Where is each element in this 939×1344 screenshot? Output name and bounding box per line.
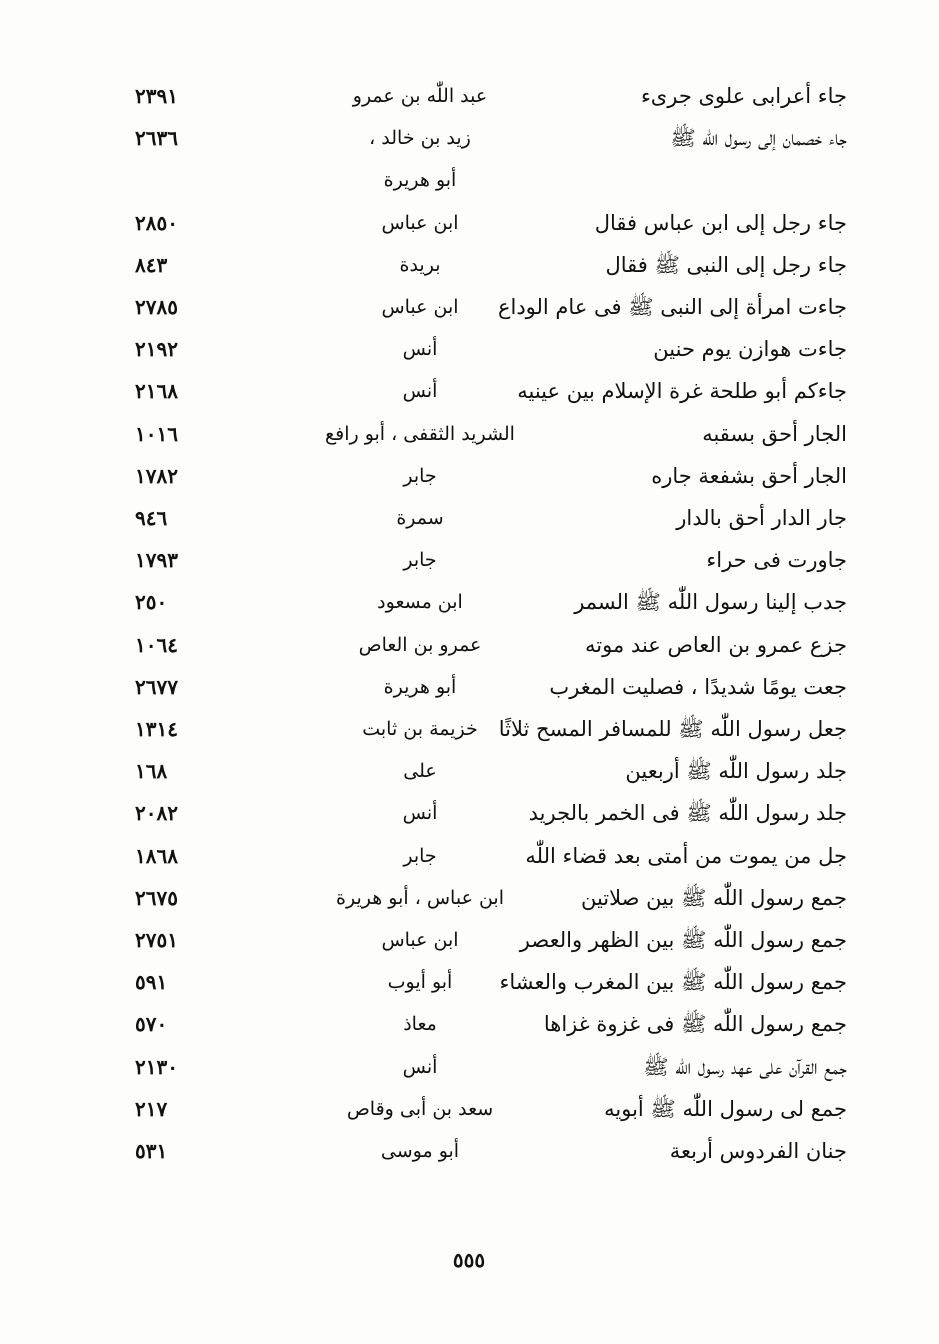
hadith-number: ١٧٩٣ — [135, 548, 178, 572]
hadith-title: جاورت فى حراء — [706, 548, 847, 572]
narrator-name: جابر — [403, 845, 437, 867]
index-row — [0, 751, 939, 791]
hadith-number: ١٠٦٤ — [135, 633, 178, 657]
narrator-name: أنس — [402, 338, 438, 360]
narrator-name: أبو أيوب — [387, 971, 453, 993]
index-row — [0, 76, 939, 116]
index-row — [0, 836, 939, 876]
narrator-name: ابن عباس — [381, 929, 459, 951]
hadith-number: ١٧٨٢ — [135, 464, 178, 488]
hadith-title: جاءت هوازن يوم حنين — [653, 337, 847, 361]
narrator-name: الشريد الثقفى ، أبو رافع — [325, 423, 515, 445]
hadith-title: جاء رجل إلى ابن عباس فقال — [594, 211, 847, 235]
narrator-name: خزيمة بن ثابت — [362, 718, 478, 740]
index-row — [0, 709, 939, 749]
index-row — [0, 540, 939, 580]
index-row — [0, 414, 939, 454]
hadith-title: جل من يموت من أمتى بعد قضاء اللّٰه — [525, 844, 847, 868]
hadith-title: جاءت امرأة إلى النبى ﷺ فى عام الوداع — [497, 295, 847, 319]
index-row — [0, 1089, 939, 1129]
hadith-number: ٥٩١ — [135, 970, 168, 994]
index-row — [0, 245, 939, 285]
hadith-title: جاء رجل إلى النبى ﷺ فقال — [605, 253, 847, 277]
hadith-number: ٢١٣٠ — [135, 1055, 178, 1079]
page-number: ٥٥٥ — [452, 1248, 486, 1272]
narrator-name: أبو هريرة — [383, 676, 457, 698]
narrator-name: ابن عباس — [381, 296, 459, 318]
hadith-title: جمع رسول اللّٰه ﷺ بين المغرب والعشاء — [499, 970, 847, 994]
hadith-number: ١٠١٦ — [135, 422, 178, 446]
hadith-number: ١٦٨ — [135, 759, 168, 783]
narrator-name: سعد بن أبى وقاص — [346, 1098, 494, 1120]
narrator-name: ابن عباس — [381, 212, 459, 234]
hadith-title: جمع القرآن على عهد رسول اللّٰه ﷺ — [643, 1055, 847, 1079]
hadith-number: ٢٧٨٥ — [135, 295, 178, 319]
narrator-name: معاذ — [403, 1013, 437, 1035]
hadith-title: الجار أحق بسقبه — [702, 422, 847, 446]
narrator-name: على — [403, 760, 437, 782]
hadith-title: جاء خصمان إلى رسول اللّٰه ﷺ — [670, 126, 847, 150]
narrator-name: عبد اللّٰه بن عمرو — [352, 85, 488, 107]
hadith-title: جمع رسول اللّٰه ﷺ بين صلاتين — [580, 886, 847, 910]
hadith-number: ١٣١٤ — [135, 717, 178, 741]
hadith-title: جلد رسول اللّٰه ﷺ فى الخمر بالجريد — [528, 801, 847, 825]
hadith-title: جار الدار أحق بالدار — [676, 506, 847, 530]
index-row — [0, 582, 939, 622]
index-row — [0, 329, 939, 369]
hadith-title: جعل رسول اللّٰه ﷺ للمسافر المسح ثلاثًا — [498, 717, 847, 741]
hadith-title: جعت يومًا شديدًا ، فصليت المغرب — [549, 675, 847, 699]
hadith-title: جزع عمرو بن العاص عند موته — [585, 633, 847, 657]
hadith-number: ٢٥٠ — [135, 590, 168, 614]
hadith-title: جدب إلينا رسول اللّٰه ﷺ السمر — [574, 590, 847, 614]
index-row — [0, 920, 939, 960]
index-row — [0, 1131, 939, 1171]
hadith-number: ٢٨٥٠ — [135, 211, 178, 235]
hadith-number: ٢٦٧٧ — [135, 675, 178, 699]
index-row — [0, 1047, 939, 1087]
index-row — [0, 1004, 939, 1044]
hadith-title: جمع لى رسول اللّٰه ﷺ أبويه — [604, 1097, 847, 1121]
hadith-number: ٥٣١ — [135, 1139, 168, 1163]
narrator-name: سمرة — [396, 507, 444, 529]
hadith-number: ٨٤٣ — [135, 253, 168, 277]
index-row — [0, 667, 939, 707]
narrator-name: جابر — [403, 549, 437, 571]
hadith-number: ٢٣٩١ — [135, 84, 178, 108]
hadith-title: جلد رسول اللّٰه ﷺ أربعين — [625, 759, 847, 783]
hadith-number: ٢٧٥١ — [135, 928, 178, 952]
hadith-number: ٥٧٠ — [135, 1012, 168, 1036]
index-row — [0, 203, 939, 243]
narrator-name: زيد بن خالد ، — [369, 127, 471, 149]
hadith-number: ٢٠٨٢ — [135, 801, 178, 825]
narrator-name: أنس — [402, 1056, 438, 1078]
index-row — [0, 962, 939, 1002]
hadith-number: ٢٦٣٦ — [135, 126, 178, 150]
hadith-title: جاء أعرابى علوى جرىء — [640, 84, 847, 108]
index-row — [0, 793, 939, 833]
hadith-number: ٢٦٧٥ — [135, 886, 178, 910]
narrator-name: أبو موسى — [380, 1140, 460, 1162]
index-row — [0, 456, 939, 496]
hadith-title: جمع رسول اللّٰه ﷺ بين الظهر والعصر — [519, 928, 847, 952]
hadith-title: جنان الفردوس أربعة — [669, 1139, 847, 1163]
narrator-name: ابن مسعود — [377, 591, 463, 613]
narrator-name: أنس — [402, 802, 438, 824]
hadith-number: ٢١٦٨ — [135, 379, 178, 403]
index-row — [0, 287, 939, 327]
narrator-name: جابر — [403, 465, 437, 487]
index-row — [0, 878, 939, 918]
narrator-name: ابن عباس ، أبو هريرة — [336, 887, 504, 909]
narrator-name: بريدة — [399, 254, 441, 276]
index-row — [0, 498, 939, 538]
index-row — [0, 625, 939, 665]
narrator-name: عمرو بن العاص — [358, 634, 482, 656]
hadith-number: ١٨٦٨ — [135, 844, 178, 868]
index-row — [0, 371, 939, 411]
hadith-title: جمع رسول اللّٰه ﷺ فى غزوة غزاها — [543, 1012, 847, 1036]
hadith-title: جاءكم أبو طلحة غرة الإسلام بين عينيه — [517, 379, 847, 403]
hadith-number: ٩٤٦ — [135, 506, 168, 530]
narrator-name: أبو هريرة — [383, 169, 457, 191]
index-row — [0, 160, 939, 200]
hadith-number: ٢١٩٢ — [135, 337, 178, 361]
hadith-title: الجار أحق بشفعة جاره — [651, 464, 847, 488]
index-row — [0, 118, 939, 158]
narrator-name: أنس — [402, 380, 438, 402]
hadith-number: ٢١٧ — [135, 1097, 168, 1121]
